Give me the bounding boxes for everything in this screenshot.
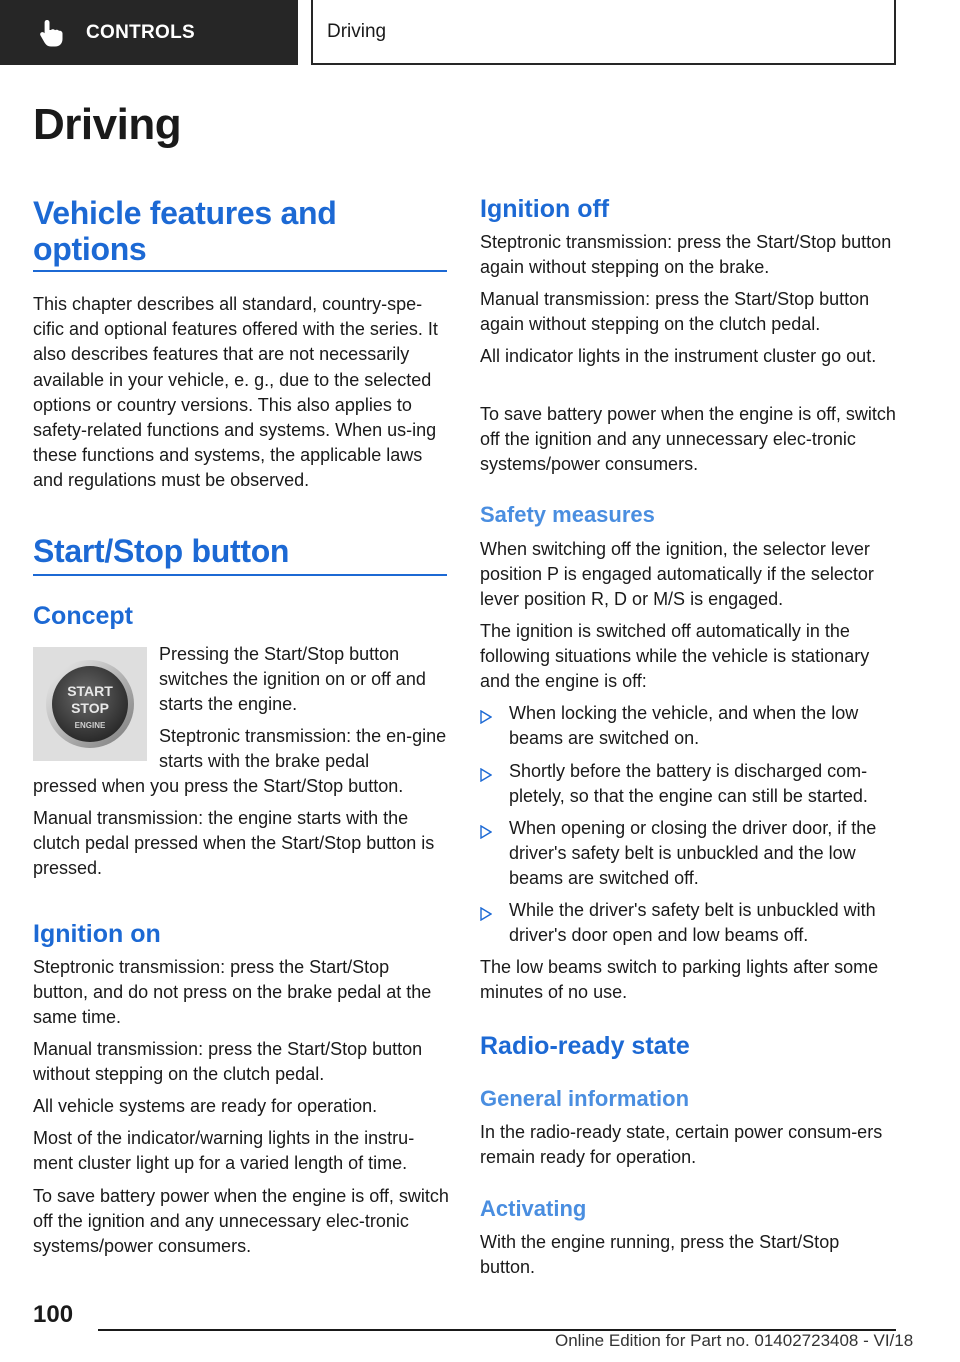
ignition-on-text-3: All vehicle systems are ready for operation. <box>33 1096 378 1116</box>
page-number: 100 <box>33 1301 74 1328</box>
heading-ignition-on: Ignition on <box>33 920 161 948</box>
list-item-text: When locking the vehicle, and when the low beams are switched on. <box>509 703 859 749</box>
list-item <box>480 898 898 948</box>
heading-general-information: General information <box>480 1086 690 1111</box>
ignition-off-text-1: Steptronic transmission: press the Start/Stop button again without stepping on the brake. <box>480 232 892 278</box>
heading-concept: Concept <box>33 602 133 630</box>
heading-radio-ready-state: Radio-ready state <box>480 1032 690 1060</box>
activating-text: With the engine running, press the Start/Stop button. <box>480 1232 840 1278</box>
concept-text-3: Manual transmission: the engine starts with the clutch pedal pressed when the Start/Stop button is pressed. <box>33 808 435 879</box>
chapter-label: Driving <box>327 20 387 42</box>
list-item <box>480 701 898 751</box>
list-item-text: While the driver's safety belt is unbuckled with driver's door open and low beams off. <box>509 900 876 946</box>
ignition-on-text-4: Most of the indicator/warning lights in the instru-ment cluster light up for a varied length of time. <box>33 1128 415 1174</box>
concept-text-1: Pressing the Start/Stop button switches the ignition on or off and starts the engine. <box>159 644 426 715</box>
ignition-on-text-5: To save battery power when the engine is off, switch off the ignition and any unnecessary elec-tronic systems/power consumers. <box>33 1186 449 1257</box>
heading-line-2: options <box>33 231 147 267</box>
heading-start-stop-button: Start/Stop button <box>33 533 290 569</box>
edition-text: Online Edition for Part no. 01402723408 - VI/18 <box>555 1331 914 1350</box>
triangle-bullet-icon <box>480 903 492 917</box>
section-tab-controls <box>0 0 298 65</box>
start-text: START <box>67 683 113 699</box>
list-item-text: When opening or closing the driver door, if the driver's safety belt is unbuckled and the low beams are switched off. <box>509 818 877 889</box>
vehicle-features-text: This chapter describes all standard, country-spe-cific and optional features offered with the series. It also describes features that are not necessarily available in your vehicle, e. g., due to the selected options or country versions. This also applies to safety-related functions and systems. When us-ing these functions and systems, the applicable laws and regulations must be observed. <box>33 294 438 491</box>
heading-safety-measures: Safety measures <box>480 502 655 527</box>
page-title: Driving <box>33 100 182 149</box>
concept-text-2a: Steptronic transmission: the en-gine starts with the brake pedal <box>159 726 447 772</box>
section-label: CONTROLS <box>86 21 196 43</box>
safety-text-1: When switching off the ignition, the selector lever position P is engaged automatically if the selector lever position R, D or M/S is engaged. <box>480 539 874 610</box>
concept-text-2b: pressed when you press the Start/Stop button. <box>33 776 404 796</box>
heading-underline <box>33 270 447 272</box>
triangle-bullet-icon <box>480 821 492 835</box>
heading-underline <box>33 574 447 576</box>
heading-line-1: Vehicle features and <box>33 195 337 231</box>
list-item <box>480 816 898 892</box>
start-stop-button-image <box>33 647 147 761</box>
triangle-bullet-icon <box>480 706 492 720</box>
safety-text-2: The ignition is switched off automatically in the following situations while the vehicle is stationary and the engine is off: <box>480 621 870 692</box>
heading-ignition-off: Ignition off <box>480 195 610 223</box>
chapter-header <box>311 0 896 65</box>
general-info-text: In the radio-ready state, certain power consum-ers remain ready for operation. <box>480 1122 883 1168</box>
ignition-off-text-3: All indicator lights in the instrument cluster go out. <box>480 346 877 366</box>
engine-text: ENGINE <box>74 721 106 730</box>
ignition-off-text-2: Manual transmission: press the Start/Stop button again without stepping on the clutch pedal. <box>480 289 870 335</box>
ignition-off-text-4: To save battery power when the engine is off, switch off the ignition and any unnecessary elec-tronic systems/power consumers. <box>480 404 896 475</box>
heading-vehicle-features <box>33 195 447 267</box>
list-item <box>480 759 898 809</box>
ignition-on-text-1: Steptronic transmission: press the Start/Stop button, and do not press on the brake pedal at the same time. <box>33 957 432 1028</box>
triangle-bullet-icon <box>480 764 492 778</box>
ignition-on-text-2: Manual transmission: press the Start/Stop button without stepping on the clutch pedal. <box>33 1039 423 1085</box>
stop-text: STOP <box>71 700 109 716</box>
hand-pointer-icon <box>38 18 66 48</box>
heading-activating: Activating <box>480 1196 587 1221</box>
list-item-text: Shortly before the battery is discharged com-pletely, so that the engine can still be started. <box>509 761 868 807</box>
safety-text-3: The low beams switch to parking lights after some minutes of no use. <box>480 957 879 1003</box>
